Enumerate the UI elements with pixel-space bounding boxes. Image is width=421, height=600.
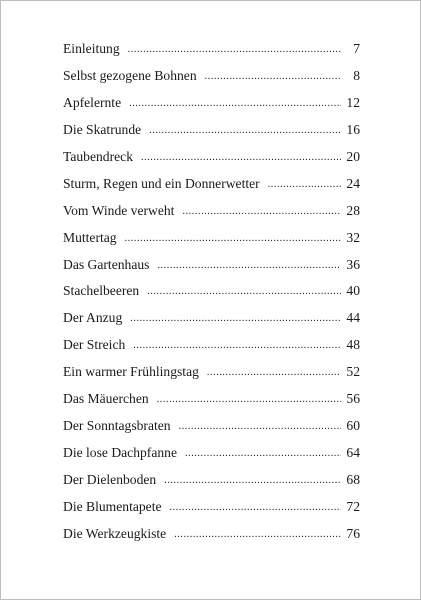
toc-entry bbox=[63, 176, 360, 203]
toc-entry bbox=[63, 149, 360, 176]
toc-entry-title: Vom Winde verweht bbox=[63, 202, 175, 218]
toc-entry-title: Sturm, Regen und ein Donnerwetter bbox=[63, 175, 260, 191]
toc-entry-page-number: 28 bbox=[346, 202, 360, 218]
toc-entry-title: Der Dielenboden bbox=[63, 472, 157, 487]
table-of-contents bbox=[63, 41, 360, 553]
toc-entry-title: Einleitung bbox=[63, 41, 120, 56]
toc-entry-title: Selbst gezogene Bohnen bbox=[63, 67, 197, 83]
toc-entry-page-number: 44 bbox=[346, 310, 360, 326]
toc-entry bbox=[63, 310, 360, 337]
toc-entry-page-number: 24 bbox=[346, 175, 360, 191]
toc-entry-page-number: 68 bbox=[346, 472, 360, 487]
toc-entry-page-number: 72 bbox=[346, 498, 360, 514]
dot-leader bbox=[182, 206, 341, 217]
toc-entry-page-number: 7 bbox=[353, 41, 360, 56]
toc-entry-page-number: 16 bbox=[346, 121, 360, 137]
toc-entry bbox=[63, 499, 360, 526]
toc-entry bbox=[63, 418, 360, 445]
dot-leader bbox=[174, 529, 341, 540]
dot-leader bbox=[157, 394, 341, 405]
toc-entry-title: Die Skatrunde bbox=[63, 121, 142, 137]
dot-leader bbox=[125, 233, 341, 244]
toc-entry-page-number: 8 bbox=[353, 67, 360, 83]
toc-entry-page-number: 32 bbox=[346, 229, 360, 245]
toc-entry bbox=[63, 364, 360, 391]
dot-leader bbox=[141, 152, 341, 163]
toc-entry-title: Die Blumentapete bbox=[63, 498, 162, 514]
toc-entry-page-number: 52 bbox=[346, 364, 360, 380]
dot-leader bbox=[179, 421, 341, 432]
dot-leader bbox=[149, 125, 341, 136]
dot-leader bbox=[130, 313, 341, 324]
toc-entry bbox=[63, 257, 360, 284]
toc-entry bbox=[63, 95, 360, 122]
toc-entry-page-number: 56 bbox=[346, 391, 360, 407]
dot-leader bbox=[164, 475, 341, 486]
toc-entry bbox=[63, 122, 360, 149]
toc-entry-page-number: 12 bbox=[346, 94, 360, 110]
dot-leader bbox=[207, 367, 341, 378]
dot-leader bbox=[170, 502, 341, 513]
toc-entry-title: Der Anzug bbox=[63, 310, 123, 326]
toc-entry bbox=[63, 445, 360, 472]
toc-entry bbox=[63, 391, 360, 418]
toc-entry-title: Ein warmer Frühlingstag bbox=[63, 364, 199, 380]
dot-leader bbox=[147, 286, 341, 297]
dot-leader bbox=[128, 44, 341, 55]
toc-entry-page-number: 20 bbox=[346, 148, 360, 164]
toc-entry-page-number: 36 bbox=[346, 256, 360, 272]
toc-entry-title: Muttertag bbox=[63, 229, 117, 245]
toc-entry-title: Die Werkzeugkiste bbox=[63, 525, 167, 541]
toc-entry-title: Der Sonntagsbraten bbox=[63, 418, 171, 434]
toc-entry-title: Apfelernte bbox=[63, 94, 122, 110]
dot-leader bbox=[185, 448, 341, 459]
toc-entry bbox=[63, 203, 360, 230]
toc-entry-title: Das Gartenhaus bbox=[63, 256, 150, 272]
toc-entry-page-number: 76 bbox=[346, 525, 360, 541]
dot-leader bbox=[157, 260, 341, 271]
toc-entry bbox=[63, 526, 360, 553]
toc-entry-page-number: 60 bbox=[346, 418, 360, 434]
dot-leader bbox=[133, 340, 341, 351]
toc-entry-page-number: 64 bbox=[346, 445, 360, 461]
dot-leader bbox=[205, 71, 341, 82]
dot-leader bbox=[268, 179, 341, 190]
toc-entry-title: Stachelbeeren bbox=[63, 283, 140, 299]
toc-entry-page-number: 40 bbox=[346, 283, 360, 299]
toc-entry-title: Die lose Dachpfanne bbox=[63, 445, 177, 461]
toc-entry-title: Taubendreck bbox=[63, 148, 133, 164]
toc-entry bbox=[63, 283, 360, 310]
toc-entry bbox=[63, 230, 360, 257]
toc-entry bbox=[63, 337, 360, 364]
toc-entry bbox=[63, 41, 360, 68]
toc-entry-title: Der Streich bbox=[63, 337, 126, 353]
toc-entry bbox=[63, 472, 360, 499]
toc-entry bbox=[63, 68, 360, 95]
dot-leader bbox=[129, 98, 341, 109]
toc-entry-title: Das Mäuerchen bbox=[63, 391, 149, 407]
toc-entry-page-number: 48 bbox=[346, 337, 360, 353]
